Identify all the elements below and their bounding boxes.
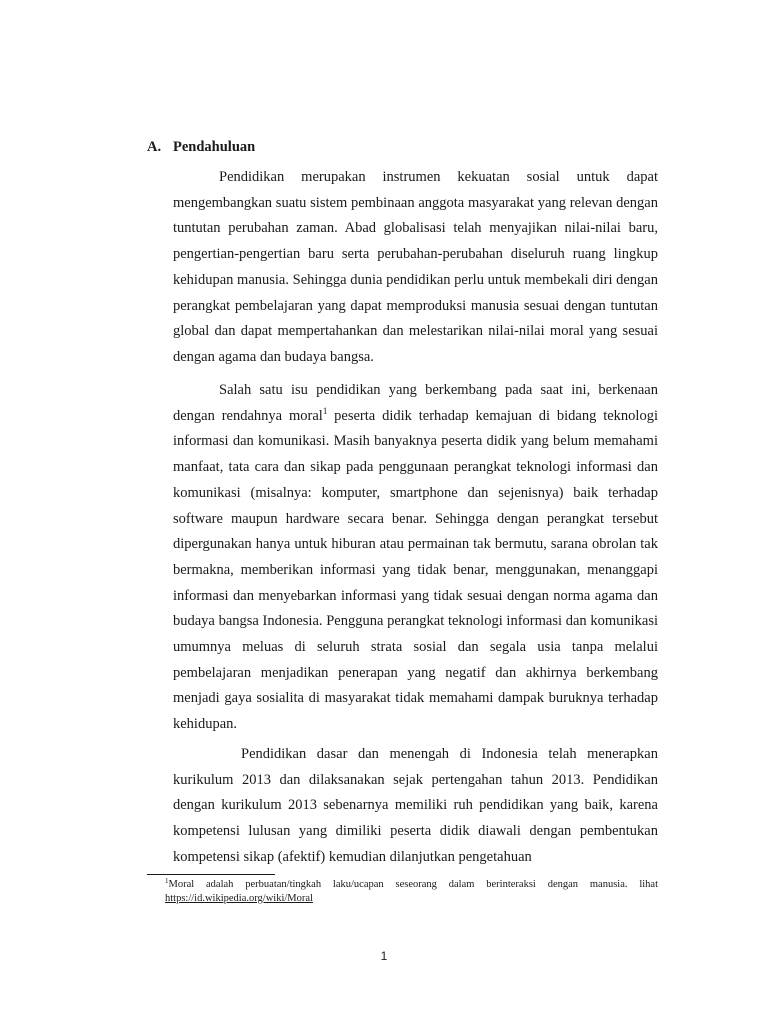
- paragraph-3: [173, 742, 658, 871]
- footnote-separator: [147, 874, 275, 875]
- paragraph-1: [173, 165, 658, 371]
- footnote-link[interactable]: https://id.wikipedia.org/wiki/Moral: [165, 893, 313, 904]
- footnote-number: 1: [165, 877, 169, 885]
- footnote: [165, 878, 658, 906]
- section-letter: A.: [147, 139, 162, 155]
- paragraph-text: Pendidikan dasar dan menengah di Indonesia telah menerapkan kurikulum 2013 dan dilaksanakan sejak pertengahan tahun 2013. Pendidikan dengan kurikulum 2013 sebenarnya memiliki ruh pendidikan yang baik, karena kompetensi lulusan yang dimiliki peserta didik diawali dengan pembentukan kompetensi sikap (afektif) kemudian dilanjutkan pengetahuan: [173, 746, 658, 865]
- section-heading: [147, 137, 255, 157]
- paragraph-text-before-ref: Salah satu isu pendidikan yang berkembang pada saat ini, berkenaan dengan rendahnya moral: [173, 382, 658, 424]
- paragraph-text: Pendidikan merupakan instrumen kekuatan sosial untuk dapat mengembangkan suatu sistem pembinaan anggota masyarakat yang relevan dengan tuntutan perubahan zaman. Abad globalisasi telah menyajikan nilai-nilai baru, pengertian-pengertian baru serta perubahan-perubahan diseluruh ruang lingkup kehidupan manusia. Sehingga dunia pendidikan perlu untuk membekali diri dengan perangkat pembelajaran yang dapat memproduksi manusia sesuai dengan tuntutan global dan dapat mempertahankan dan melestarikan nilai-nilai moral yang sesuai dengan agama dan budaya bangsa.: [173, 169, 658, 365]
- section-title: Pendahuluan: [173, 139, 256, 155]
- paragraph-text: [173, 378, 658, 738]
- footnote-text: Moral adalah perbuatan/tingkah laku/ucapan seseorang dalam berinteraksi dengan manusia. lihat: [168, 879, 658, 890]
- paragraph-2: [173, 378, 658, 738]
- page-number: 1: [380, 949, 388, 963]
- paragraph-text-after-ref: peserta didik terhadap kemajuan di bidang teknologi informasi dan komunikasi. Masih banyaknya peserta didik yang belum memahami manfaat, tata cara dan sikap pada penggunaan perangkat teknologi informasi dan komunikasi (misalnya: komputer, smartphone dan sejenisnya) baik terhadap software maupun hardware secara benar. Sehingga dengan perangkat tersebut dipergunakan hanya untuk hiburan atau permainan tak bermutu, sarana obrolan tak bermakna, memberikan informasi yang tidak benar, menggunakan, menanggapi informasi dan menyebarkan informasi yang tidak sesuai dengan norma agama dan budaya bangsa Indonesia. Pengguna perangkat teknologi informasi dan komunikasi umumnya meluas di seluruh strata sosial dan segala usia tanpa melalui pembelajaran menjadikan penerapan yang negatif dan akhirnya berkembang menjadi gaya sosialita di masyarakat tidak memahami dampak buruknya terhadap kehidupan.: [173, 407, 658, 733]
- footnote-reference: 1: [322, 405, 328, 416]
